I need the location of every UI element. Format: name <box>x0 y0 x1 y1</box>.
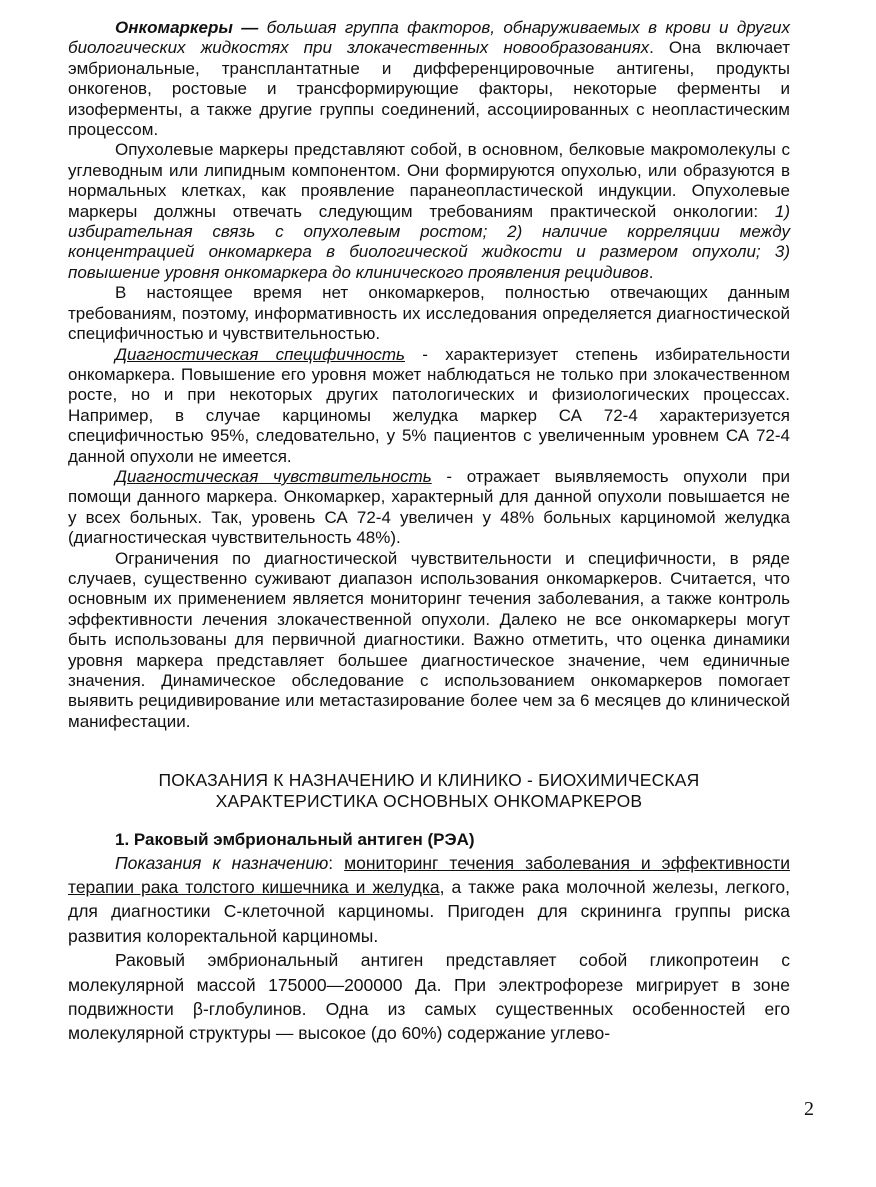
paragraph-text: - характеризует степень избирательности онкомаркера. Повышение его уровня может наблюдаться не только при злокачественном росте, но и при некоторых других патологических и физиологических процессах. Например, в случае карциномы желудка маркер СА 72-4 характеризуется специфичностью 95%, следовательно, у 5% пациентов с увеличенным уровнем СА 72-4 данной опухоли не имеется. <box>68 344 791 466</box>
section-title <box>68 770 790 812</box>
requirements-list: 1) избирательная связь с опухолевым ростом; 2) наличие корреляции между концентрацией онкомаркера в биологической жидкости и размером опухоли; 3) повышение уровня онкомаркера до клинического проявления рецидивов <box>68 201 790 282</box>
paragraph-limitations <box>68 549 790 733</box>
paragraph-text: Раковый эмбриональный антиген представляет собой гликопротеин с молекулярной массой 175000—200000 Да. При электрофорезе мигрирует в зоне подвижности β-глобулинов. Одна из самых существенных особенностей его молекулярной структуры — высокое (до 60%) содержание углево- <box>68 950 790 1044</box>
paragraph-cea-description <box>68 948 790 1046</box>
indications-colon: : <box>328 852 345 873</box>
paragraph-specificity <box>68 345 790 467</box>
section-title-line: ХАРАКТЕРИСТИКА ОСНОВНЫХ ОНКОМАРКЕРОВ <box>215 791 643 812</box>
paragraph-oncomarkers-definition <box>68 18 790 140</box>
term-oncomarkers: Онкомаркеры — <box>115 18 259 37</box>
indications-label: Показания к назначению <box>115 852 329 873</box>
paragraph-indications <box>68 851 790 949</box>
indications-main: мониторинг течения заболевания и эффективности терапии рака толстого кишечника и желудка, <box>68 852 790 898</box>
paragraph-text: . <box>648 262 654 282</box>
paragraph-text: Ограничения по диагностической чувствительности и специфичности, в ряде случаев, существенно суживают диапазон использования онкомаркеров. Считается, что основным их применением является мониторинг течения заболевания, а также контроль эффективности лечения злокачественной опухоли. Далеко не все онкомаркеры могут быть использованы для первичной диагностики. Важно отметить, что оценка динамики уровня маркера представляет большее диагностическое значение, чем единичные значения. Динамическое обследование с использованием онкомаркеров помогает выявить рецидивирование или метастазирование более чем за 6 месяцев до клинической манифестации. <box>68 548 790 731</box>
page-number: 2 <box>804 1098 814 1120</box>
paragraph-text: - отражает выявляемость опухоли при помощи данного маркера. Онкомаркер, характерный для данной опухоли повышается не у всех больных. Так, уровень СА 72-4 увеличен у 48% больных карциномой желудка (диагностическая чувствительность 48%). <box>68 466 790 548</box>
document-page <box>68 18 790 1046</box>
section-title-line: ПОКАЗАНИЯ К НАЗНАЧЕНИЮ И КЛИНИКО - БИОХИМИЧЕСКАЯ <box>158 770 700 791</box>
paragraph-text: В настоящее время нет онкомаркеров, полностью отвечающих данным требованиям, поэтому, информативность их исследования определяется диагностической специфичностью и чувствительностью. <box>68 283 790 344</box>
paragraph-informativeness <box>68 283 790 344</box>
term-definition: большая группа факторов, обнаруживаемых в крови и других биологических жидкостях при злокачественных новообразованиях <box>68 18 790 58</box>
subheading-cea: 1. Раковый эмбриональный антиген (РЭА) <box>115 830 475 850</box>
term-sensitivity: Диагностическая чувствительность <box>115 466 432 486</box>
paragraph-sensitivity <box>68 467 790 549</box>
paragraph-text: а также рака молочной железы, легкого, для диагностики С-клеточной карциномы. Пригоден для скрининга группы риска развития колоректальной карциномы. <box>68 877 790 946</box>
paragraph-text: Опухолевые маркеры представляют собой, в основном, белковые макромолекулы с углеводным или липидным компонентом. Они формируются опухолью, или образуются в нормальных клетках, как проявление паранеопластической индукции. Опухолевые маркеры должны отвечать следующим требованиям практической онкологии: <box>68 140 790 221</box>
paragraph-tumor-markers <box>68 140 790 283</box>
term-specificity: Диагностическая специфичность <box>115 344 405 364</box>
paragraph-text: . Она включает эмбриональные, трансплантатные и дифференцировочные антигены, продукты онкогенов, ростовые и трансформирующие факторы, некоторые ферменты и изоферменты, а также другие группы соединений, ассоциированных с неопластическим процессом. <box>68 38 790 140</box>
